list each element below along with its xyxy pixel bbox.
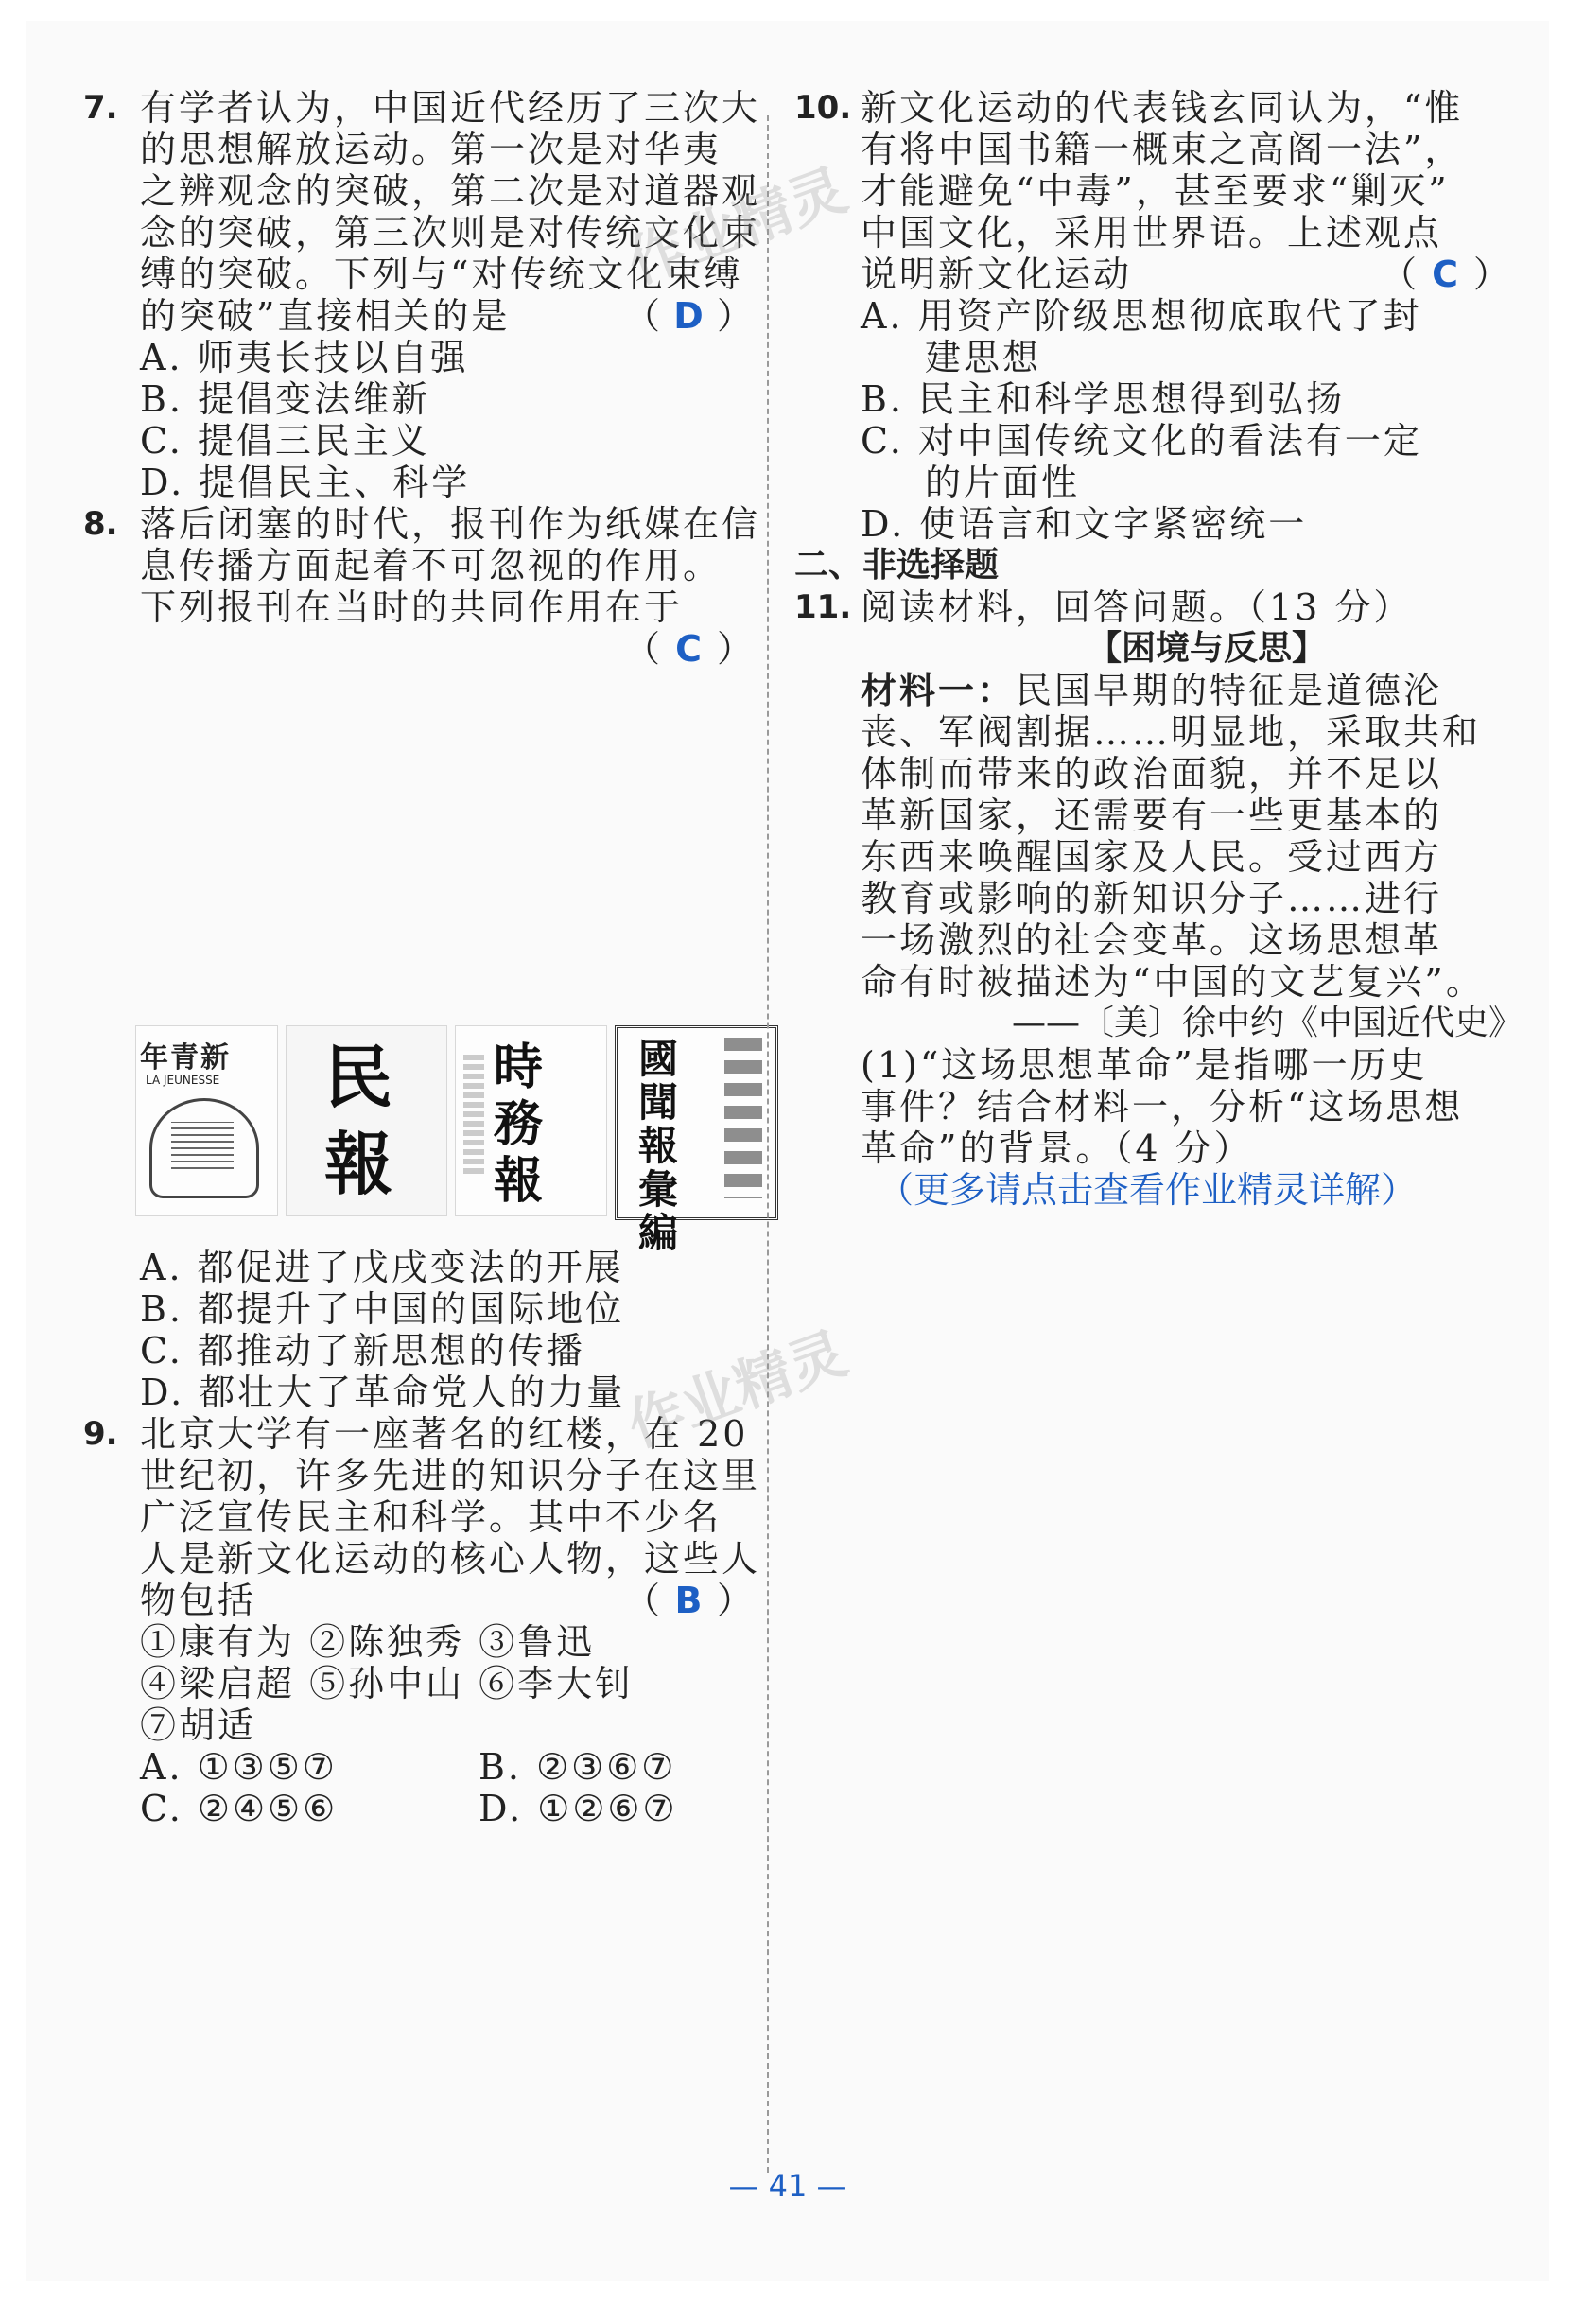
material-text: 民国早期的特征是道德沦 [1016, 670, 1443, 711]
q7-answer: D [673, 295, 704, 337]
q10-option-b: B. 民主和科学思想得到弘扬 [861, 378, 1346, 420]
q9-line: 世纪初，许多先进的知识分子在这里 [140, 1455, 761, 1496]
material-line: 丧、军阀割据……明显地，采取共和 [861, 711, 1482, 753]
material-label: 材料一： [861, 670, 1017, 711]
q7-line: 念的突破，第三次则是对传统文化束 [140, 212, 761, 253]
q7-line: 之辨观念的突破，第二次是对道器观 [140, 170, 761, 212]
q9-line: 物包括 [140, 1580, 257, 1621]
q10-option-c: C. 对中国传统文化的看法有一定 [861, 420, 1422, 462]
q10-line: 有将中国书籍一概束之高阁一法”， [861, 129, 1464, 170]
q11-sub1-line: 革命”的背景。（4 分） [861, 1127, 1253, 1169]
q7-line: 的突破”直接相关的是 [140, 295, 511, 337]
newspaper-subtitle: LA JEUNESSE [146, 1074, 220, 1087]
newspaper-guowenbao [615, 1025, 778, 1256]
q11-heading: 【困境与反思】 [1088, 629, 1327, 668]
material-line: 教育或影响的新知识分子……进行 [861, 878, 1443, 919]
q9-option-b: B. ②③⑥⑦ [479, 1746, 677, 1788]
q8-answer: C [675, 628, 702, 670]
q8-answer-bracket: （ C ） [624, 622, 753, 675]
title-char: 民 [324, 1037, 393, 1117]
newspaper-title [494, 1040, 543, 1210]
title-char: 彙 [638, 1166, 679, 1213]
q9-line: 北京大学有一座著名的红楼，在 20 [140, 1413, 749, 1455]
q10-option-a: A. 用资产阶级思想彻底取代了封 [861, 295, 1422, 337]
title-char: 聞 [638, 1079, 679, 1126]
material-source: ——〔美〕徐中约《中国近代史》 [1011, 1004, 1523, 1042]
side-print-column [724, 1038, 762, 1198]
newspaper-minbao [286, 1025, 447, 1216]
q8-option-b: B. 都提升了中国的国际地位 [140, 1288, 625, 1330]
q10-option-c-cont: 的片面性 [925, 462, 1081, 503]
material-line: 东西来唤醒国家及人民。受过西方 [861, 836, 1443, 878]
watermark-text: 作业精灵 [618, 1319, 856, 1460]
q11-sub1-line: (1)“这场思想革命”是指哪一历史 [861, 1044, 1428, 1086]
title-char: 國 [638, 1036, 679, 1082]
workbook-page [26, 21, 1549, 2281]
q10-answer: C [1432, 253, 1458, 295]
q9-answer-bracket: （ B ） [624, 1574, 753, 1627]
newspaper-shiwubao [455, 1025, 607, 1216]
q9-item-line: ④梁启超 ⑤孙中山 ⑥李大钊 [140, 1663, 635, 1704]
q8-line: 息传播方面起着不可忽视的作用。 [140, 545, 722, 586]
q8-number: 8. [83, 505, 118, 543]
material-line: 革新国家，还需要有一些更基本的 [861, 795, 1443, 836]
title-char: 報 [324, 1124, 393, 1204]
q7-option-c: C. 提倡三民主义 [140, 420, 430, 462]
material-line: 体制而带来的政治面貌，并不足以 [861, 753, 1443, 795]
q7-line: 有学者认为，中国近代经历了三次大 [140, 87, 761, 129]
q9-answer: B [674, 1580, 703, 1621]
q7-answer-bracket: （ D ） [624, 289, 753, 342]
q11-number: 11. [794, 588, 852, 626]
q10-option-a-cont: 建思想 [925, 337, 1042, 378]
q8-line: 下列报刊在当时的共同作用在于 [140, 586, 684, 628]
q7-line: 的思想解放运动。第一次是对华夷 [140, 129, 722, 170]
title-char: 編 [638, 1210, 679, 1256]
q7-option-a: A. 师夷长技以自强 [140, 337, 469, 378]
q9-option-c: C. ②④⑤⑥ [140, 1788, 339, 1829]
q10-answer-bracket: （ C ） [1381, 248, 1509, 301]
q7-option-b: B. 提倡变法维新 [140, 378, 431, 420]
newspaper-title: 年青新 [140, 1041, 231, 1075]
q8-line: 落后闭塞的时代，报刊作为纸媒在信 [140, 503, 761, 545]
emblem-icon [149, 1098, 259, 1198]
q9-item-line: ①康有为 ②陈独秀 ③鲁迅 [140, 1621, 596, 1663]
q9-line: 广泛宣传民主和科学。其中不少名 [140, 1496, 722, 1538]
title-char: 時 [494, 1039, 544, 1096]
q7-line: 缚的突破。下列与“对传统文化束缚 [140, 253, 743, 295]
q9-item-line: ⑦胡适 [140, 1704, 257, 1746]
q9-option-a: A. ①③⑤⑦ [140, 1746, 338, 1788]
q7-option-d: D. 提倡民主、科学 [140, 462, 471, 503]
small-print-column [463, 1055, 484, 1178]
q9-option-d: D. ①②⑥⑦ [479, 1788, 678, 1829]
watermark-text: 作业精灵 [618, 156, 856, 297]
page-number: — 41 — [728, 2168, 847, 2204]
newspaper-title [324, 1034, 392, 1208]
newspaper-title [638, 1038, 678, 1255]
material-line: 一场激烈的社会变革。这场思想革 [861, 919, 1443, 961]
q10-line: 说明新文化运动 [861, 253, 1133, 295]
title-char: 報 [494, 1152, 544, 1210]
title-char: 務 [494, 1095, 544, 1153]
q7-number: 7. [83, 89, 118, 127]
q9-number: 9. [83, 1415, 118, 1453]
q10-number: 10. [794, 89, 852, 127]
column-divider [767, 115, 769, 2173]
q10-option-d: D. 使语言和文字紧密统一 [861, 503, 1308, 545]
q10-line: 才能避免“中毒”，甚至要求“剿灭” [861, 170, 1450, 212]
section-title: 二、非选择题 [794, 546, 1000, 585]
newspaper-images [135, 1025, 778, 1256]
q8-option-c: C. 都推动了新思想的传播 [140, 1330, 585, 1372]
q9-line: 人是新文化运动的核心人物，这些人 [140, 1538, 761, 1580]
title-char: 報 [638, 1123, 679, 1169]
more-details-link[interactable]: （更多请点击查看作业精灵详解） [878, 1169, 1418, 1211]
newspaper-la-jeunesse [135, 1025, 278, 1216]
material-line: 命有时被描述为“中国的文艺复兴”。 [861, 961, 1485, 1003]
q10-line: 新文化运动的代表钱玄同认为，“惟 [861, 87, 1464, 129]
q10-line: 中国文化，采用世界语。上述观点 [861, 212, 1443, 253]
q8-option-a: A. 都促进了戊戌变法的开展 [140, 1247, 624, 1288]
q11-sub1-line: 事件？结合材料一，分析“这场思想 [861, 1086, 1464, 1127]
q8-option-d: D. 都壮大了革命党人的力量 [140, 1372, 626, 1413]
q11-intro: 阅读材料，回答问题。（13 分） [861, 586, 1413, 628]
